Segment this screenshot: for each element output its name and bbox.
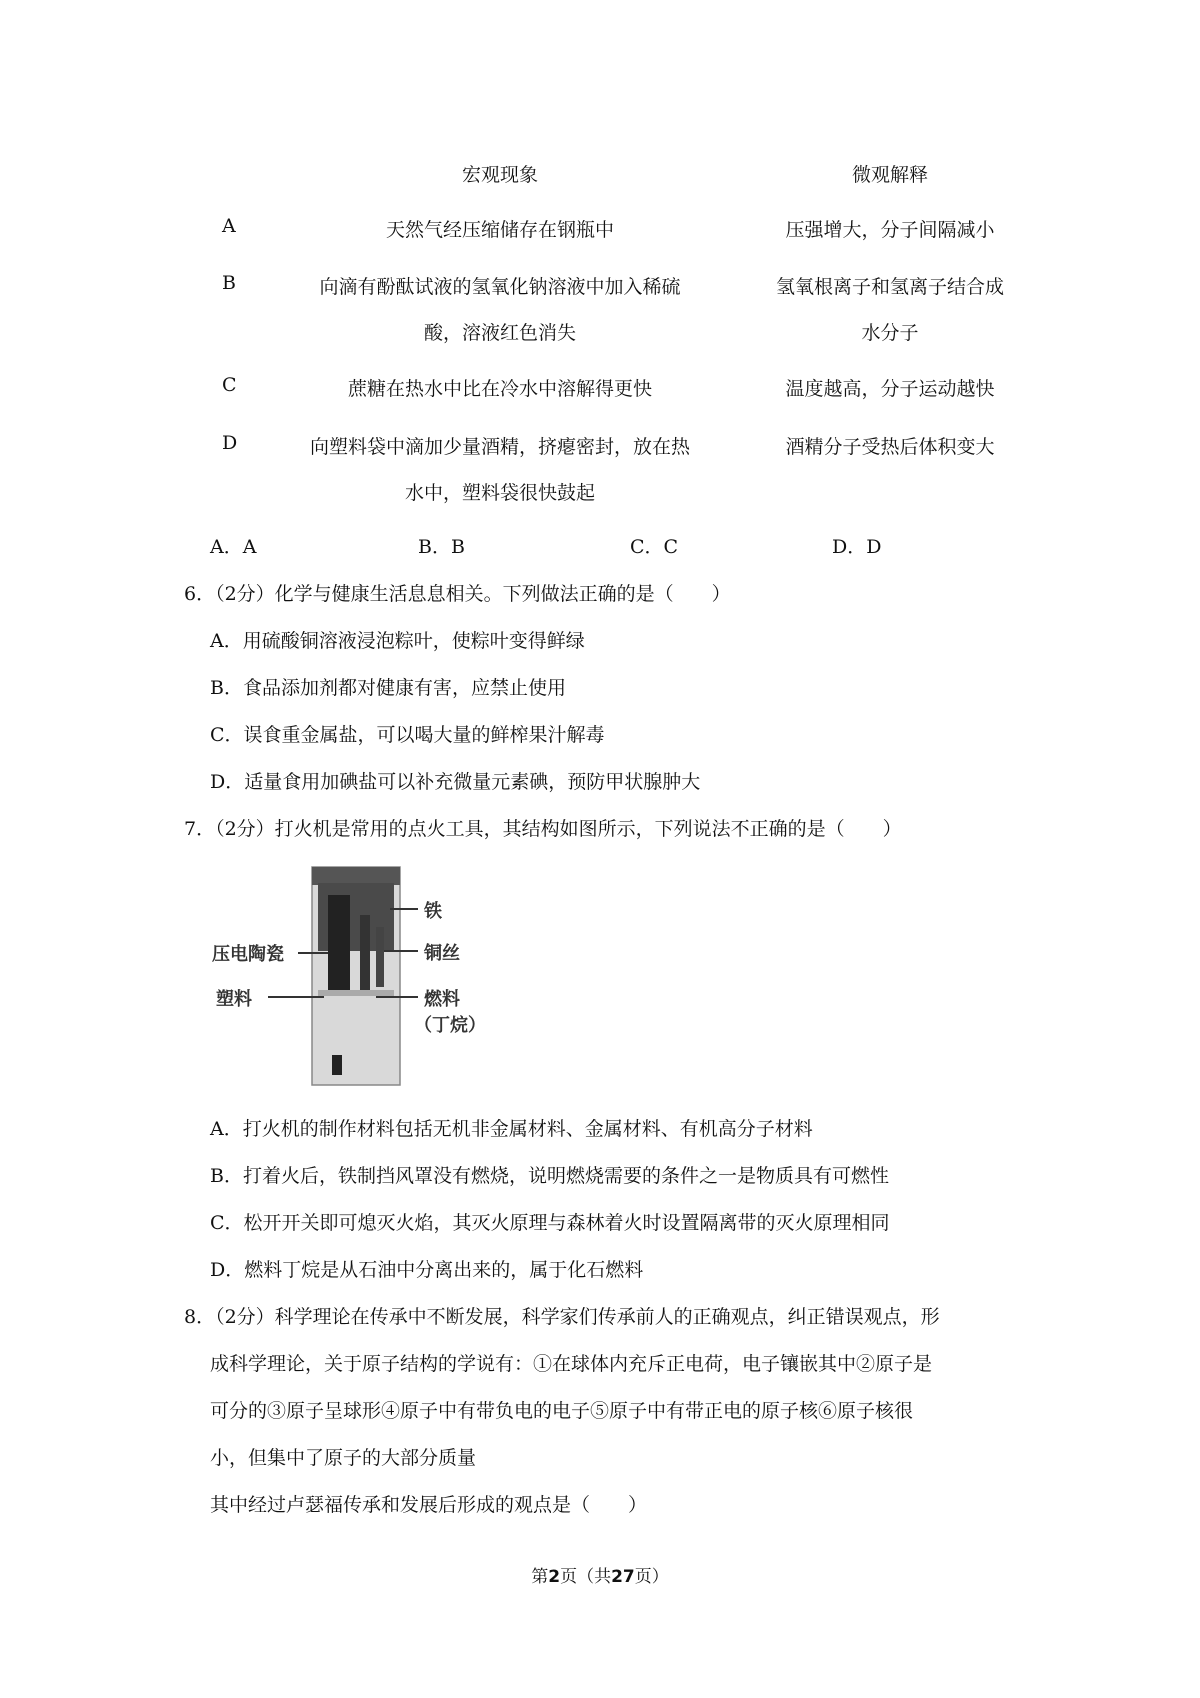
footer-prefix: 第 xyxy=(531,1567,549,1587)
q8-stem-line2: 成科学理论，关于原子结构的学说有：①在球体内充斥正电荷，电子镶嵌其中②原子是 xyxy=(210,1353,933,1375)
table-header-macro: 宏观现象 xyxy=(461,164,538,186)
row-a-label: A xyxy=(222,215,236,237)
row-b-micro-line2: 水分子 xyxy=(861,322,919,344)
q6-option-a: A．用硫酸铜溶液浸泡粽叶，使粽叶变得鲜绿 xyxy=(210,630,585,652)
footer-mid: 页（共 xyxy=(560,1567,612,1587)
q7-option-d: D．燃料丁烷是从石油中分离出来的，属于化石燃料 xyxy=(210,1259,644,1281)
row-b-macro-line1: 向滴有酚酞试液的氢氧化钠溶液中加入稀硫 xyxy=(319,276,681,298)
label-copper: 铜丝 xyxy=(424,943,460,964)
q7-option-a: A．打火机的制作材料包括无机非金属材料、金属材料、有机高分子材料 xyxy=(210,1118,813,1140)
q8-stem-line3: 可分的③原子呈球形④原子中有带负电的电子⑤原子中有带正电的原子核⑥原子核很 xyxy=(210,1400,914,1422)
table-header-micro: 微观解释 xyxy=(851,164,928,186)
label-iron: 铁 xyxy=(424,901,442,922)
q6-option-c: C．误食重金属盐，可以喝大量的鲜榨果汁解毒 xyxy=(210,724,605,746)
footer-total-pages: 27 xyxy=(611,1567,635,1587)
row-b-label: B xyxy=(222,272,236,294)
label-butane: （丁烷） xyxy=(414,1015,486,1036)
label-ceramic: 压电陶瓷 xyxy=(212,944,284,965)
row-c-micro: 温度越高，分子运动越快 xyxy=(785,378,995,400)
q6-option-b: B．食品添加剂都对健康有害，应禁止使用 xyxy=(210,677,566,699)
footer-suffix: 页） xyxy=(634,1567,669,1587)
row-b-micro-line1: 氢氧根离子和氢离子结合成 xyxy=(775,276,1004,298)
footer-page-number: 2 xyxy=(548,1567,561,1587)
q8-question: 其中经过卢瑟福传承和发展后形成的观点是（ ） xyxy=(210,1494,648,1516)
q8-stem-line1: 8．（2分）科学理论在传承中不断发展，科学家们传承前人的正确观点，纠正错误观点，形 xyxy=(184,1306,940,1328)
row-d-label: D xyxy=(222,432,238,454)
q7-stem: 7．（2分）打火机是常用的点火工具，其结构如图所示，下列说法不正确的是（ ） xyxy=(184,818,902,840)
q6-stem: 6．（2分）化学与健康生活息息相关。下列做法正确的是（ ） xyxy=(184,583,731,605)
row-d-micro: 酒精分子受热后体积变大 xyxy=(785,436,995,458)
q5-option-a: A．A xyxy=(210,536,257,558)
row-a-macro: 天然气经压缩储存在钢瓶中 xyxy=(385,219,614,241)
q5-option-c: C．C xyxy=(630,536,679,558)
q5-option-b: B．B xyxy=(418,536,465,558)
label-plastic: 塑料 xyxy=(216,989,252,1010)
q7-option-b: B．打着火后，铁制挡风罩没有燃烧，说明燃烧需要的条件之一是物质具有可燃性 xyxy=(210,1165,889,1187)
q6-option-d: D．适量食用加碘盐可以补充微量元素碘，预防甲状腺肿大 xyxy=(210,771,701,793)
row-c-label: C xyxy=(222,374,237,396)
row-c-macro: 蔗糖在热水中比在冷水中溶解得更快 xyxy=(347,378,652,400)
q8-stem-line4: 小，但集中了原子的大部分质量 xyxy=(210,1447,477,1469)
row-a-micro: 压强增大，分子间隔减小 xyxy=(785,219,995,241)
lighter-diagram-svg xyxy=(200,855,520,1090)
row-d-macro-line2: 水中，塑料袋很快鼓起 xyxy=(404,482,595,504)
q7-option-c: C．松开开关即可熄灭火焰，其灭火原理与森林着火时设置隔离带的灭火原理相同 xyxy=(210,1212,890,1234)
row-b-macro-line2: 酸，溶液红色消失 xyxy=(423,322,576,344)
row-d-macro-line1: 向塑料袋中滴加少量酒精，挤瘪密封，放在热 xyxy=(309,436,690,458)
page-footer xyxy=(0,1562,1200,1587)
label-fuel: 燃料 xyxy=(424,989,460,1010)
lighter-structure-figure xyxy=(200,855,520,1090)
q5-option-d: D．D xyxy=(832,536,882,558)
